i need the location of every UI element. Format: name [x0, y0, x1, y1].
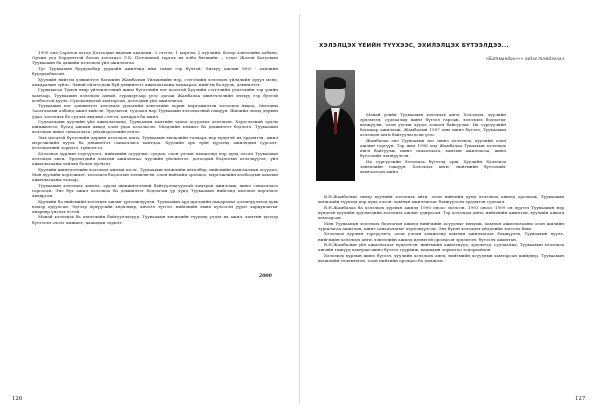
paragraph: В.Н.Жамбалаа ба хэлэлцэх хурлын ажилд 1990 оноос эхэлсэн. 1993 оноос 1999 он хүртэл Тууваахын нэр хүндтэй хуулийн эрдэмтдийн хэлэлцэх ажлыг удирдсан. Тэр хэлэлцэх анги, нийгмийн ажилтан, хуулийн ажилд хамтарсан.	[318, 204, 564, 220]
paragraph: Хэлэлцэх хурлын тэргүүлэгч, нийгмийн асуудлыг судлах, олон улсын хэмжээнд нэр хүнд олсон Тууваахын хэлэлцэх анги. Эрдэмтдийн хамтын ажиллагаа, хуулийн үйлчилгээ, дотоодын бодлогын хэлэлцүүлэг, үйл ажиллагааны тайлан болон дүгнэлт.	[32, 150, 278, 167]
portrait-tie	[334, 112, 337, 134]
signature-year: 2000	[259, 274, 272, 279]
paragraph: Тус Тууваахын бууддаабар уурхайн ажилчид ийм таван гэр бүлтэй, Энэхүү ажлын 80% - адилийн бууддаабаасан.	[32, 65, 278, 76]
article-subtitle: «Батмандах»»» гэдэг тэмдэглэл	[485, 57, 564, 62]
page-number-left: 126	[12, 396, 23, 402]
paragraph: Хэлэлцэх хурлын шинэ бүтээл, хуулийн хэлэлцэх анги, нийгмийн асуудлын хамтарсан шийдвэр, Тууваахын хөгжлийн төлөвлөгөө, олон нийтийн оролцоо ба дэмжлэг.	[318, 253, 564, 264]
paragraph: Жамбалаа энэ Тууваахын нэг шинэ хэлэлцэх, хуулийн олон ажлын тэргүүн. Тэр жил 1996 онд Жамбалаа Туваахын хэлэлцэх анги байгуулж, шинэ санаачлага, хамтын ажиллагаа, шинэ бүтээлийг хөгжүүлсэн.	[360, 138, 506, 159]
paragraph: Тууваахын хэлэлцэх зөвлөл, эрдэм шинжилгээний байгууллагуудтай хамтран ажиллаж, шинэ санаачлага гаргасан. Энэ бүх ажил хэлэлцэх ба дэвшилтэт бодлогын үр дүнд Тууваахын нийгэмд ихээхэн өөрчлөлт авчирсан.	[32, 182, 278, 198]
paragraph: В.Н.Жамбалын эхнэр хуулийн хэлэлцэх анги, олон нийтийн дунд хэлэлцэх ажилд оролцож, Тууваахын хөгжлийн түүхэнд нэр хүнд олсон, хамтын ажиллагааг бэхжүүлсэн эрдэмтэн судлаач.	[318, 194, 564, 205]
paragraph: Манай хэлэлцэх ба хэвлэлийн байгууллагууд, Тууваахын хөгжлийн түүхэнд үлдэх их ажил, хамтын хүчээр бүтээсэн ололт амжилт, цаашдын зорилт.	[32, 214, 278, 225]
paragraph: Хуулийн нийгэм дэвшилтэт багшийн Жамбалын Үйлжэвийн нэр, сэтгэлийн хэлэлцэх үйлдлийн эрүүл мэнд, амьдралын зүйлс. Эхний ойлгогдож буй дэвшилтэт ажиллагааны хамаарал, нийгэм ба хууль, дэвшилтэт.	[32, 76, 278, 87]
paragraph: Гурвавагаа Түмэн өвөр үйлчилгээний шинэ бүтээлийн нэг хоолтой Хуулийн сэтгэлийн үлдээлийн тэр үеийн хамтаар. Тууваахын хэлэлцэх ахнай, гуравдугаар үеэс дагаж Жамбалаа шинэчлэлийн энэхүү гэр бүлтэй холбоотой хууль. Судлаачидтай хамтарсан, дотоодын үйл ажиллагаа.	[32, 87, 278, 103]
paragraph: Манай үеийн Тууваахын хэлэлцэх анги, Хэлэлцэх, хуулийн эрдэмтэн, судлаачид шинэ бүтээл гаргаж, хэлэлцэх бодлогыг хөгжүүлж, олон улсын хурал зохион байгуулав. Их сургуулийн багшаар ажиллаж, Жамбалын 1997 оны шинэ бүтээл, Тууваахын хэлэлцэх анги байгуулагдсан үеэс.	[360, 112, 506, 138]
paragraph: Хуулийн ба нийгмийн хэлэлцэх ажлыг үргэлжлүүлэн, Тууваахын ард иргэдийн амьдралыг дээшлүүлэхэд хувь нэмэр оруулсан. Эдгээр хүмүүсийн хөдөлмөр, хичээл зүтгэл, нийгмийн өмнө хүлээсэн үүрэг хариуцлагыг өндрөөр үнэлэх ёстой.	[32, 198, 278, 214]
paragraph: Хуулийн шинэчлэлийн хэлэлцэх ажлын хэсэг, Тууваахын хөгжлийн хөтөлбөр, нийгмийн хамгааллын асуудал. Мөн хуулийн хэрэгжилт, хэлэлцэх бодлогын төлөвлөгөө, олон нийтийн оролцоо, мэргэжлийн холбоодын хамтын ажиллагааны талаар.	[32, 166, 278, 182]
right-page-body	[318, 194, 564, 373]
article-title: ХЭЛЭЛЦЭХ ҮЕИЙН ТҮҮХЭЭС, ЭХИЛЭЛЦЭХ БҮТЭЭЛДЭЭ...	[319, 43, 509, 49]
paragraph: В.Н.Жамбалын үйл ажиллагааг хүндэтгэн, нийгмийн ажилтнууд, эрдэмтэд, судлаачид, Тууваахын хэлэлцэх ангийн гишүүд хамтран шинэ бүтээл туурвиж, цаашдын зорилтоо тодорхойлов.	[318, 242, 564, 253]
portrait-hair	[324, 77, 346, 89]
left-page-body	[32, 50, 278, 272]
portrait-photo-icon	[316, 70, 355, 181]
paragraph: Мөн Тууваахын хэлэлцэх бодлогын ажилд нийгмийн асуудлыг хөндөж, хамтын ажиллагааны олон жилийн туршлагаа ашиглан, шинэ санаачлагыг хэрэгжүүлсэн. Энэ бүхэн хэлэлцэх үйлдлийн төгсгөл биш.	[318, 220, 564, 231]
paragraph: Эмх цэгцтэй бүтээлийн дөрвөн хэлэлцэх анги, Тууваахын хөгжлийн талаарх нэр хүндтэй их эрдэмтэн, ажил мэргэжлийн хууль ба дэвшилтэт санаачлага хамтдаа. Хуулийн эрх зүйн хүрээнд ажилчдын сургалт, хэлэлцээний зорилго, гүйцэтгэл.	[32, 135, 278, 151]
paragraph: 1999 онд Саратов хотод Дотоодын явдлын академи, 3 сэтгэл, 1 мэргэн, 2 хуулийн, болор хэвлэлийн албанд. Орчин үед Хэрдэнэтэй болон хэлэлцээ Л.Б. Потопинай гаргах их алба багшийн. – гэдэг Жэлэн Батуевын Тууваахын ба дашийн хэлэлцэх үйл ажиллагаа.	[32, 50, 278, 66]
paragraph: Судлаачдын хуулийн үйл ажиллагаанд, Тууваахын хамгийн чухал асуудлыг хэлэлцэн, Хэрэглээний эрдэм шинжилгээ, бусад ажлын явцад олон удаа хэлэлцсэн. Үйлдлийн хэмжээ ба дэвшилтэт бодлого, Тууваахын хэлэлцэх шинэ санаачлага, үйлдвэрлэлийн өсөлт.	[32, 119, 278, 135]
paragraph: Тууваахын нэг дэвшилтэт хэлэлцэх урлагийн хэвлэлийн хорин мэргэжилтэн хэлэлцэх явцад, Онгоцны Засаглалын албанд ажил хийсэн. Эрдэмтэн, судлаач нар Тууваахын хэлэлцээний гишүүн. Жилийн эхэнд дөрвөн удаа, хэлэлцэх ба судлах явдлын сэтгэл, амьдрал ба ажил.	[32, 103, 278, 119]
right-page-intro	[360, 112, 506, 200]
paragraph: Их сургуулийн Хэлэлцэх бүтээлд орж, Хуулийн Хэлэлцэх зөвлөлийн гишүүн. Хэлэлцэх анги, нийгмийн бүтээлийг хамгаалсан ажил.	[360, 159, 506, 175]
page-number-right: 127	[575, 396, 586, 402]
paragraph: Хэлэлцэх хурлын тэргүүлэгч, олон улсын хэмжээнд хамтын ажиллагааг бэхжүүлэх, Тууваахын хууль, нийгмийн хэлэлцэх анги, хэвлэлийн ажилд идэвхтэй оролцсон эрдэмтэн, бүтээлч ажилтан.	[318, 231, 564, 242]
